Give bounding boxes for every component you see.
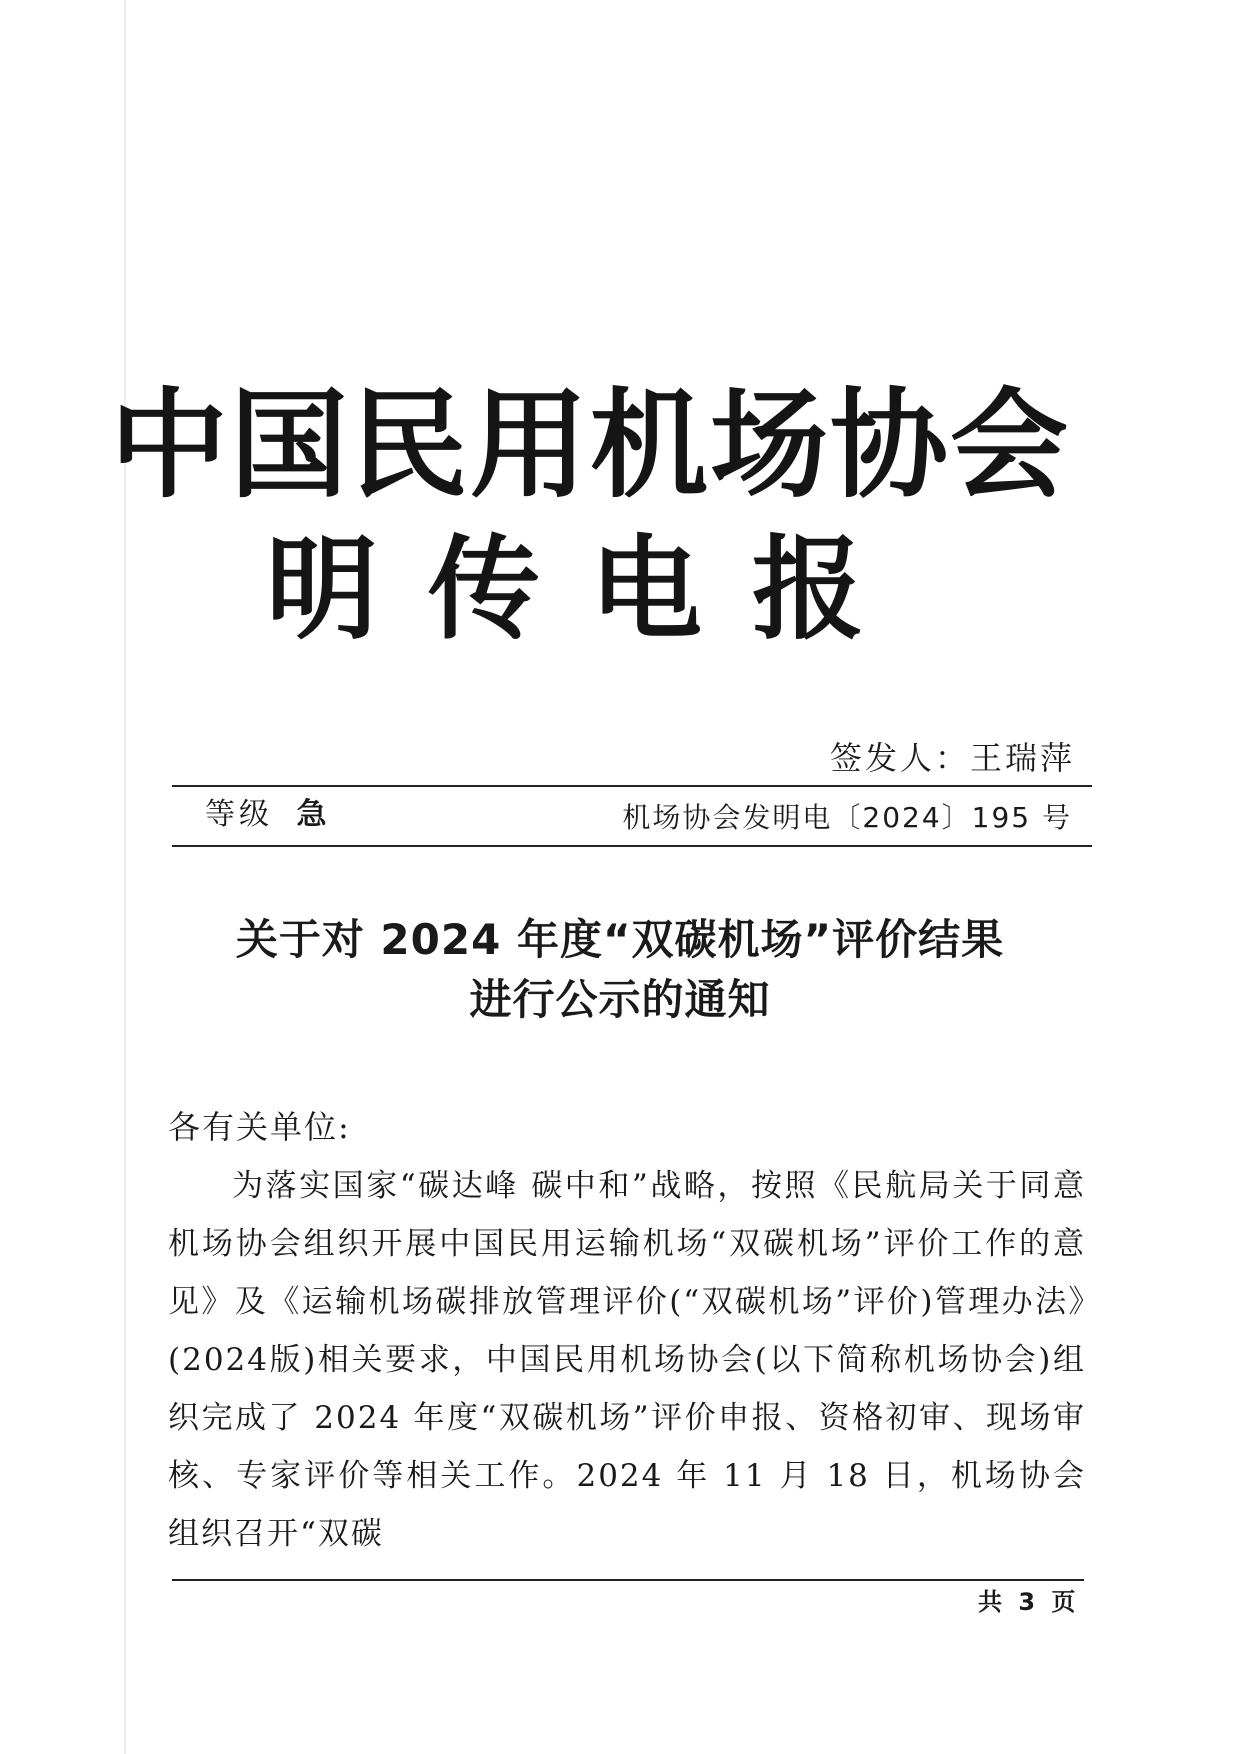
salutation: 各有关单位: (168, 1108, 351, 1146)
header-bottom-rule (172, 845, 1092, 847)
document-type-title: 明传电报 (266, 525, 914, 655)
organization-title: 中国民用机场协会 (109, 376, 1070, 514)
page-count: 共 3 页 (978, 1588, 1080, 1616)
scan-edge (124, 0, 126, 1754)
level-field (205, 793, 331, 837)
notice-title-line-2: 进行公示的通知 (469, 975, 771, 1024)
body-paragraph: 为落实国家“碳达峰 碳中和”战略，按照《民航局关于同意机场协会组织开展中国民用运输机场“双碳机场”评价工作的意见》及《运输机场碳排放管理评价(“双碳机场”评价)管理办法》(2024版)相关要求，中国民用机场协会(以下简称机场协会)组织完成了 2024 年度“双碳机场”评价申报、资格初审、现场审核、专家评价等相关工作。2024 年 11 月 18 日，机场协会组织召开“双碳 (168, 1168, 1086, 1552)
level-value: 急 (296, 797, 331, 832)
signer-line (830, 736, 1075, 780)
signer-label: 签发人： (830, 739, 971, 777)
level-label: 等级 (205, 797, 273, 832)
notice-title-line-1: 关于对 2024 年度“双碳机场”评价结果 (235, 915, 1005, 964)
footer-rule (172, 1579, 1084, 1581)
document-number: 机场协会发明电〔2024〕195 号 (622, 801, 1072, 834)
signer-name: 王瑞萍 (970, 739, 1076, 777)
notice-title (0, 910, 1240, 1030)
header-top-rule (172, 785, 1092, 787)
